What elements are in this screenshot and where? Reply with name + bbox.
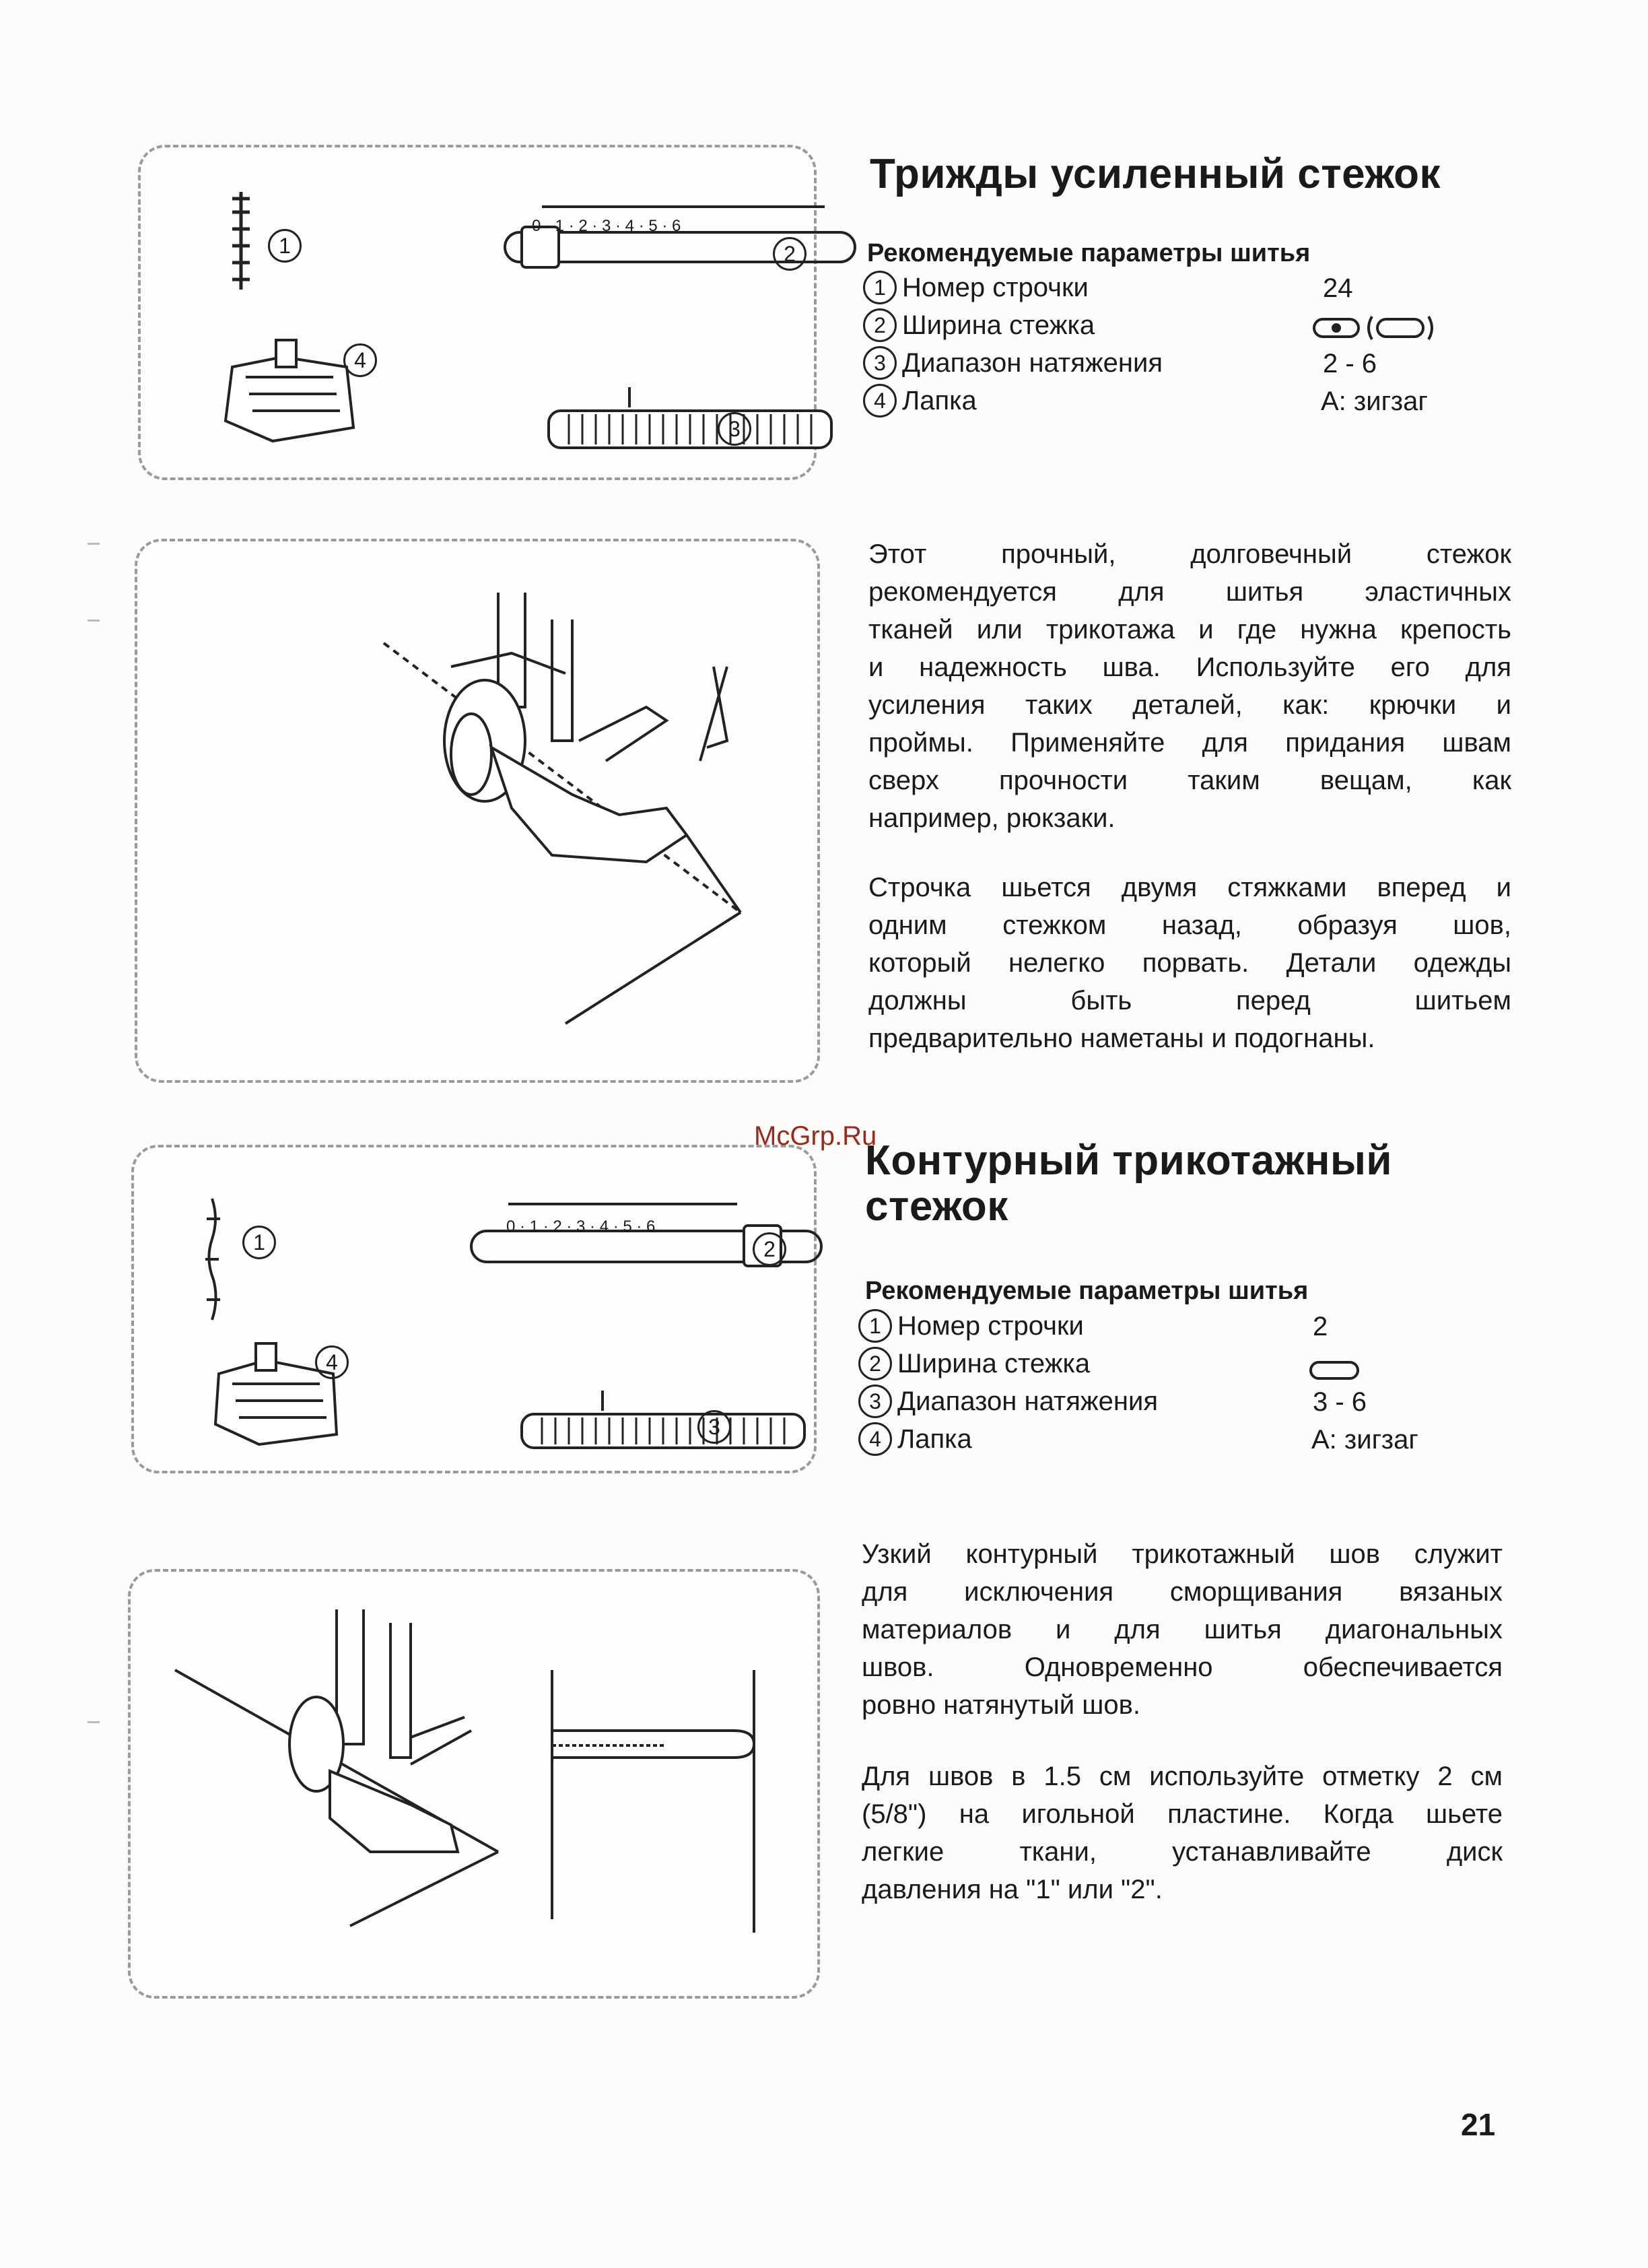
margin-mark (88, 543, 100, 545)
param-number: 3 (858, 1385, 892, 1418)
text-line: Строчка шьется двумя стяжками вперед и (868, 873, 1511, 902)
sewing-foot-illustration (135, 539, 815, 1077)
param-number: 2 (858, 1347, 892, 1380)
param-number: 3 (863, 346, 897, 380)
text-line: для исключения сморщивания вязаных (862, 1577, 1503, 1607)
param-label: Номер строчки (902, 272, 1089, 302)
page-number: 21 (1461, 2107, 1496, 2142)
diagram-scale: 0 · 1 · 2 · 3 · 4 · 5 · 6 (532, 217, 681, 235)
diagram-label-4: 4 (315, 1345, 349, 1379)
param-label: Диапазон натяжения (897, 1386, 1159, 1416)
section2-param-row (858, 1385, 1158, 1418)
watermark: McGrp.Ru (754, 1121, 877, 1151)
section1-param-row (863, 384, 977, 418)
section1-param-row (863, 308, 1095, 342)
param-label: Диапазон натяжения (902, 347, 1163, 378)
section1-param-row (863, 271, 1089, 304)
param-number: 4 (863, 384, 897, 418)
text-line: одним стежком назад, образуя шов, (868, 910, 1511, 940)
title-line: стежок (865, 1183, 1008, 1230)
text-line: предварительно наметаны и подогнаны. (868, 1024, 1375, 1053)
section1-title: Трижды усиленный стежок (870, 151, 1441, 197)
tension-dial-icon (522, 1391, 804, 1448)
text-line: сверх прочности таким вещам, как (868, 766, 1511, 795)
text-line: и надежность шва. Используйте его для (868, 653, 1511, 682)
text-line: тканей или трикотажа и где нужна крепость (868, 615, 1511, 644)
param-label: Ширина стежка (897, 1348, 1091, 1378)
param-value: 3 - 6 (1313, 1387, 1367, 1417)
presser-foot-icon (226, 340, 353, 441)
param-value: 2 - 6 (1323, 349, 1377, 378)
diagram-label-3: 3 (697, 1410, 731, 1444)
param-value: A: зигзаг (1311, 1425, 1418, 1455)
text-line: ровно натянутый шов. (862, 1690, 1140, 1720)
tension-dial-icon (549, 387, 831, 448)
section1-params-heading: Рекомендуемые параметры шитья (867, 239, 1311, 267)
stitch-pattern-icon (205, 1199, 220, 1320)
section2-paragraph-1 (862, 1535, 1503, 1724)
text-line: давления на "1" или "2". (862, 1875, 1163, 1904)
text-line: легкие ткани, устанавливайте диск (862, 1837, 1503, 1867)
param-label: Лапка (902, 385, 977, 415)
text-line: Для швов в 1.5 см используйте отметку 2 см (862, 1762, 1503, 1791)
text-line: усиления таких деталей, как: крючки и (868, 690, 1511, 720)
text-line: швов. Одновременно обеспечивается (862, 1653, 1503, 1682)
text-line: Узкий контурный трикотажный шов служит (862, 1539, 1503, 1569)
param-number: 2 (863, 308, 897, 342)
diagram-label-2: 2 (753, 1232, 786, 1266)
diagram-label-1: 1 (242, 1226, 276, 1259)
stitch-width-icon (1309, 1359, 1363, 1382)
text-line: материалов и для шитья диагональных (862, 1615, 1503, 1644)
text-line: например, рюкзаки. (868, 803, 1115, 833)
stitch-width-icon (1313, 314, 1447, 341)
settings-diagram-1 (138, 145, 811, 475)
margin-mark (88, 620, 100, 622)
diagram-label-4: 4 (343, 343, 377, 377)
text-line: проймы. Применяйте для придания швам (868, 728, 1511, 758)
section2-param-row (858, 1309, 1084, 1343)
diagram-label-1: 1 (268, 229, 302, 263)
param-value: 2 (1313, 1312, 1328, 1341)
diagram-label-2: 2 (773, 237, 806, 271)
param-label: Номер строчки (897, 1310, 1084, 1341)
section2-param-row (858, 1422, 972, 1456)
section2-paragraph-2 (862, 1758, 1503, 1908)
title-line: Контурный трикотажный (865, 1137, 1393, 1184)
diagram-label-3: 3 (718, 412, 751, 446)
text-line: (5/8") на игольной пластине. Когда шьете (862, 1799, 1503, 1829)
section2-params-heading: Рекомендуемые параметры шитья (865, 1277, 1309, 1305)
text-line: должны быть перед шитьем (868, 986, 1511, 1015)
param-number: 1 (858, 1309, 892, 1343)
diagram-scale: 0 · 1 · 2 · 3 · 4 · 5 · 6 (506, 1218, 656, 1236)
section1-paragraph-1 (868, 535, 1511, 837)
param-label: Ширина стежка (902, 310, 1095, 340)
section1-paragraph-2 (868, 869, 1511, 1057)
sewing-foot-illustration (128, 1569, 815, 1993)
text-line: Этот прочный, долговечный стежок (868, 539, 1511, 569)
section1-param-row (863, 346, 1163, 380)
section2-param-row (858, 1347, 1090, 1380)
param-number: 1 (863, 271, 897, 304)
section2-title (865, 1138, 1392, 1230)
param-label: Лапка (897, 1424, 972, 1454)
param-value: 24 (1323, 273, 1353, 303)
stitch-pattern-icon (232, 192, 250, 290)
param-number: 4 (858, 1422, 892, 1456)
param-value: A: зигзаг (1321, 387, 1428, 416)
margin-mark (88, 1721, 100, 1723)
text-line: рекомендуется для шитья эластичных (868, 577, 1511, 607)
text-line: который нелегко порвать. Детали одежды (868, 948, 1511, 978)
